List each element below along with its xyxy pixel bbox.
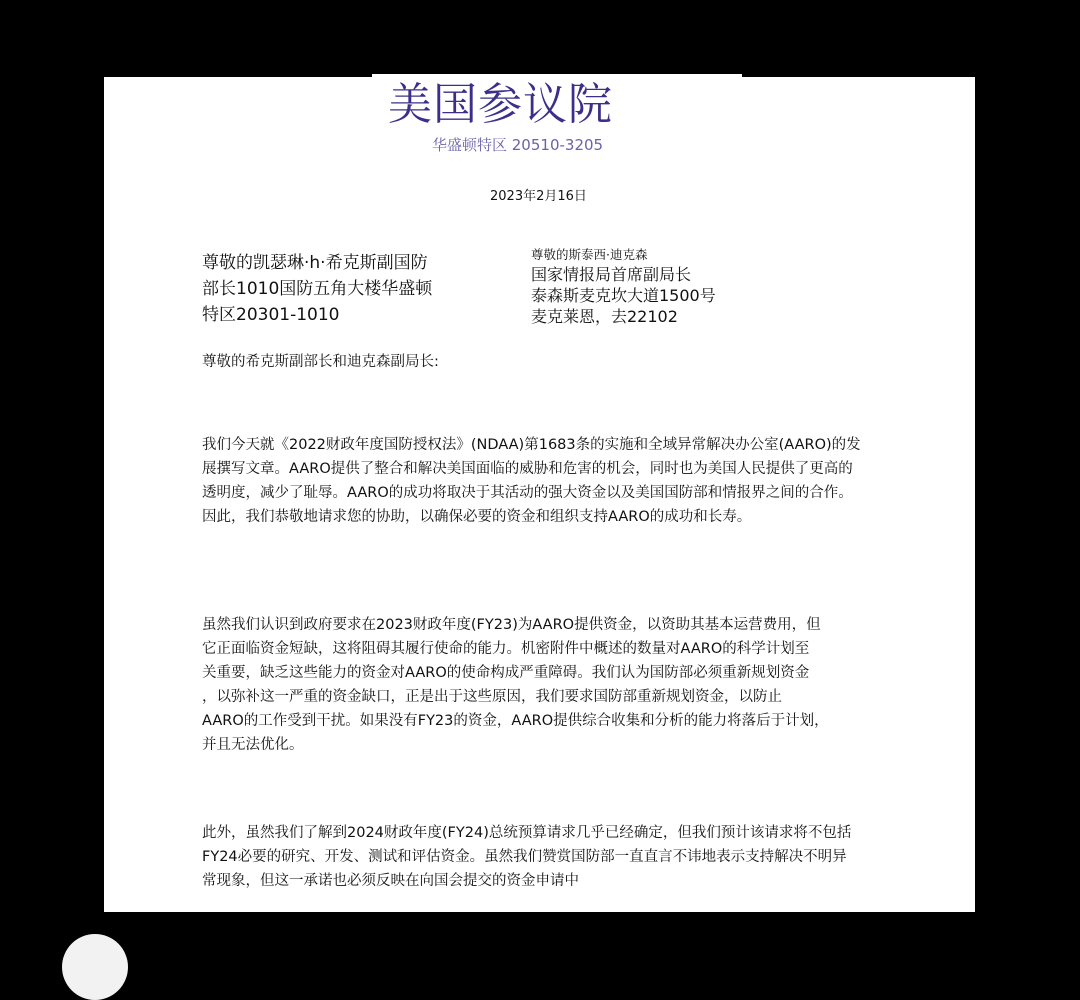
address-line: 泰森斯麦克坎大道1500号 [531, 286, 716, 305]
letterhead-subtitle: 华盛顿特区 20510-3205 [432, 136, 604, 154]
paragraph-line: AARO的工作受到干扰。如果没有FY23的资金，AARO提供综合收集和分析的能力将落后于计划， [202, 713, 829, 729]
paragraph-line: 因此，我们恭敬地请求您的协助，以确保必要的资金和组织支持AARO的成功和长寿。 [202, 509, 752, 525]
letter-date: 2023年2月16日 [490, 189, 587, 204]
paragraph-line: 并且无法优化。 [202, 737, 304, 753]
salutation: 尊敬的希克斯副部长和迪克森副局长: [202, 354, 439, 370]
paragraph-line: 关重要，缺乏这些能力的资金对AARO的使命构成严重障碍。我们认为国防部必须重新规划资金 [202, 665, 810, 681]
paragraph-line: 常现象，但这一承诺也必须反映在向国会提交的资金申请中 [202, 873, 579, 889]
recipient-address-right [531, 246, 716, 327]
letterhead-title: 美国参议院 [388, 79, 613, 130]
paragraph-1 [202, 433, 922, 529]
paragraph-line: ，以弥补这一严重的资金缺口，正是出于这些原因，我们要求国防部重新规划资金，以防止 [202, 689, 782, 705]
address-line: 国家情报局首席副局长 [531, 265, 692, 284]
paragraph-line: 此外，虽然我们了解到2024财政年度(FY24)总统预算请求几乎已经确定，但我们预计该请求将不包括 [202, 825, 852, 841]
address-line: 部长1010国防五角大楼华盛顿 [202, 279, 433, 299]
floating-circle-button[interactable] [62, 934, 128, 1000]
paragraph-2 [202, 613, 922, 757]
recipient-name: 尊敬的斯泰西·迪克森 [531, 247, 648, 262]
paragraph-line: 虽然我们认识到政府要求在2023财政年度(FY23)为AARO提供资金，以资助其基本运营费用，但 [202, 617, 821, 633]
address-line: 麦克莱恩，去22102 [531, 307, 678, 326]
paragraph-3 [202, 821, 922, 893]
paragraph-line: 我们今天就《2022财政年度国防授权法》(NDAA)第1683条的实施和全域异常解决办公室(AARO)的发 [202, 437, 861, 453]
address-line: 特区20301-1010 [202, 305, 340, 325]
paragraph-line: 它正面临资金短缺，这将阻碍其履行使命的能力。机密附件中概述的数量对AARO的科学计划至 [202, 641, 810, 657]
recipient-address-left [202, 250, 432, 328]
address-line: 尊敬的凯瑟琳·h·希克斯副国防 [202, 253, 428, 273]
paragraph-line: 展撰写文章。AARO提供了整合和解决美国面临的威胁和危害的机会，同时也为美国人民提供了更高的 [202, 461, 853, 477]
paragraph-line: FY24必要的研究、开发、测试和评估资金。虽然我们赞赏国防部一直直言不讳地表示支持解决不明异 [202, 849, 847, 865]
paragraph-line: 透明度，减少了耻辱。AARO的成功将取决于其活动的强大资金以及美国国防部和情报界之间的合作。 [202, 485, 853, 501]
